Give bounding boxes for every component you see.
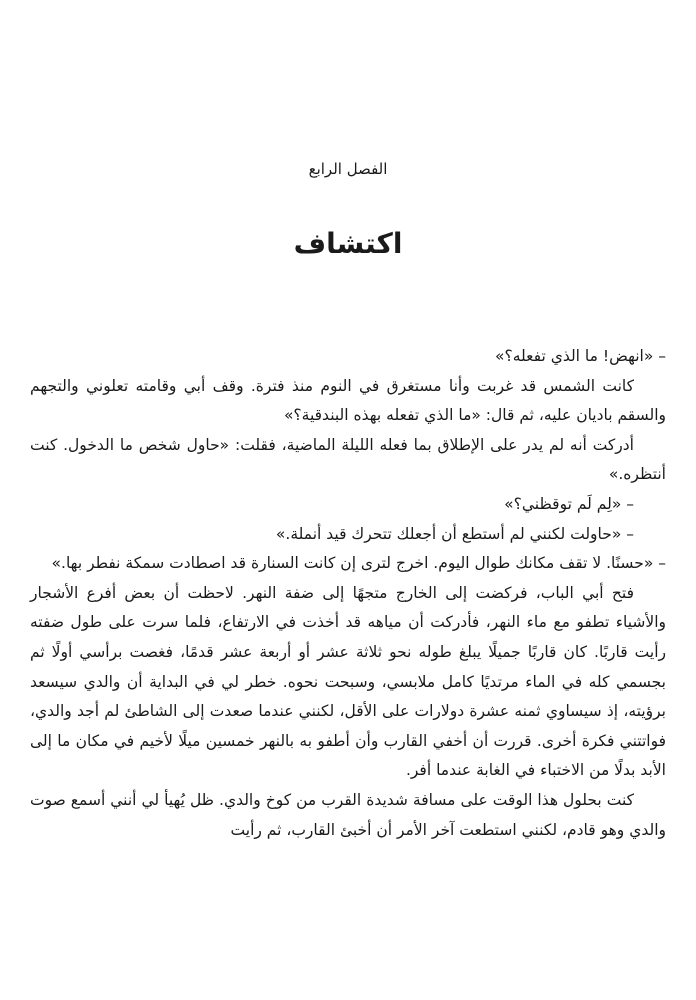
paragraph: فتح أبي الباب، فركضت إلى الخارج متجهًا إلى ضفة النهر. لاحظت أن بعض أفرع الأشجار والأشياء تطفو مع ماء النهر، فأدركت أن مياهه قد أخذت في الارتفاع، فلما سرت على طول ضفته رأيت قاربًا. كان قاربًا جميلًا يبلغ طوله نحو ثلاثة عشر أو أربعة عشر قدمًا، فغصت برأسي أولًا ثم بجسمي كله في الماء مرتديًا كامل ملابسي، وسبحت نحوه. خطر لي في البداية أن والدي سيسعد برؤيته، إذ سيساوي ثمنه عشرة دولارات على الأقل، لكنني عندما صعدت إلى الشاطئ لم أجد والدي، فواتتني فكرة أخرى. قررت أن أخفي القارب وأن أطفو به بالنهر خمسين ميلًا لأخيم في مكان ما إلى الأبد بدلًا من الاختباء في الغابة عندما أفر.: [30, 583, 666, 780]
paragraph: – «حاولت لكنني لم أستطع أن أجعلك تتحرك قيد أنملة.»: [275, 524, 634, 543]
chapter-body: [30, 342, 666, 845]
paragraph: كنت بحلول هذا الوقت على مسافة شديدة القرب من كوخ والدي. ظل يُهيأ لي أنني أسمع صوت والدي وهو قادم، لكنني استطعت آخر الأمر أن أخبئ القارب، ثم رأيت: [30, 790, 666, 839]
paragraph: – «انهض! ما الذي تفعله؟»: [494, 347, 666, 365]
paragraph: – «لِم لَم توقظني؟»: [504, 494, 634, 513]
chapter-label: الفصل الرابع: [308, 160, 388, 178]
paragraph: كانت الشمس قد غربت وأنا مستغرق في النوم منذ فترة. وقف أبي وقامته تعلوني والتجهم والسقم باديان عليه، ثم قال: «ما الذي تفعله بهذه البندقية؟»: [30, 376, 666, 425]
chapter-title: اكتشاف: [293, 227, 403, 260]
paragraph: أدركت أنه لم يدر على الإطلاق بما فعله الليلة الماضية، فقلت: «حاول شخص ما الدخول. كنت أنتظره.»: [30, 435, 666, 484]
paragraph: – «حسنًا. لا تقف مكانك طوال اليوم. اخرج لترى إن كانت السنارة قد اصطادت سمكة نفطر بها.»: [51, 554, 666, 573]
